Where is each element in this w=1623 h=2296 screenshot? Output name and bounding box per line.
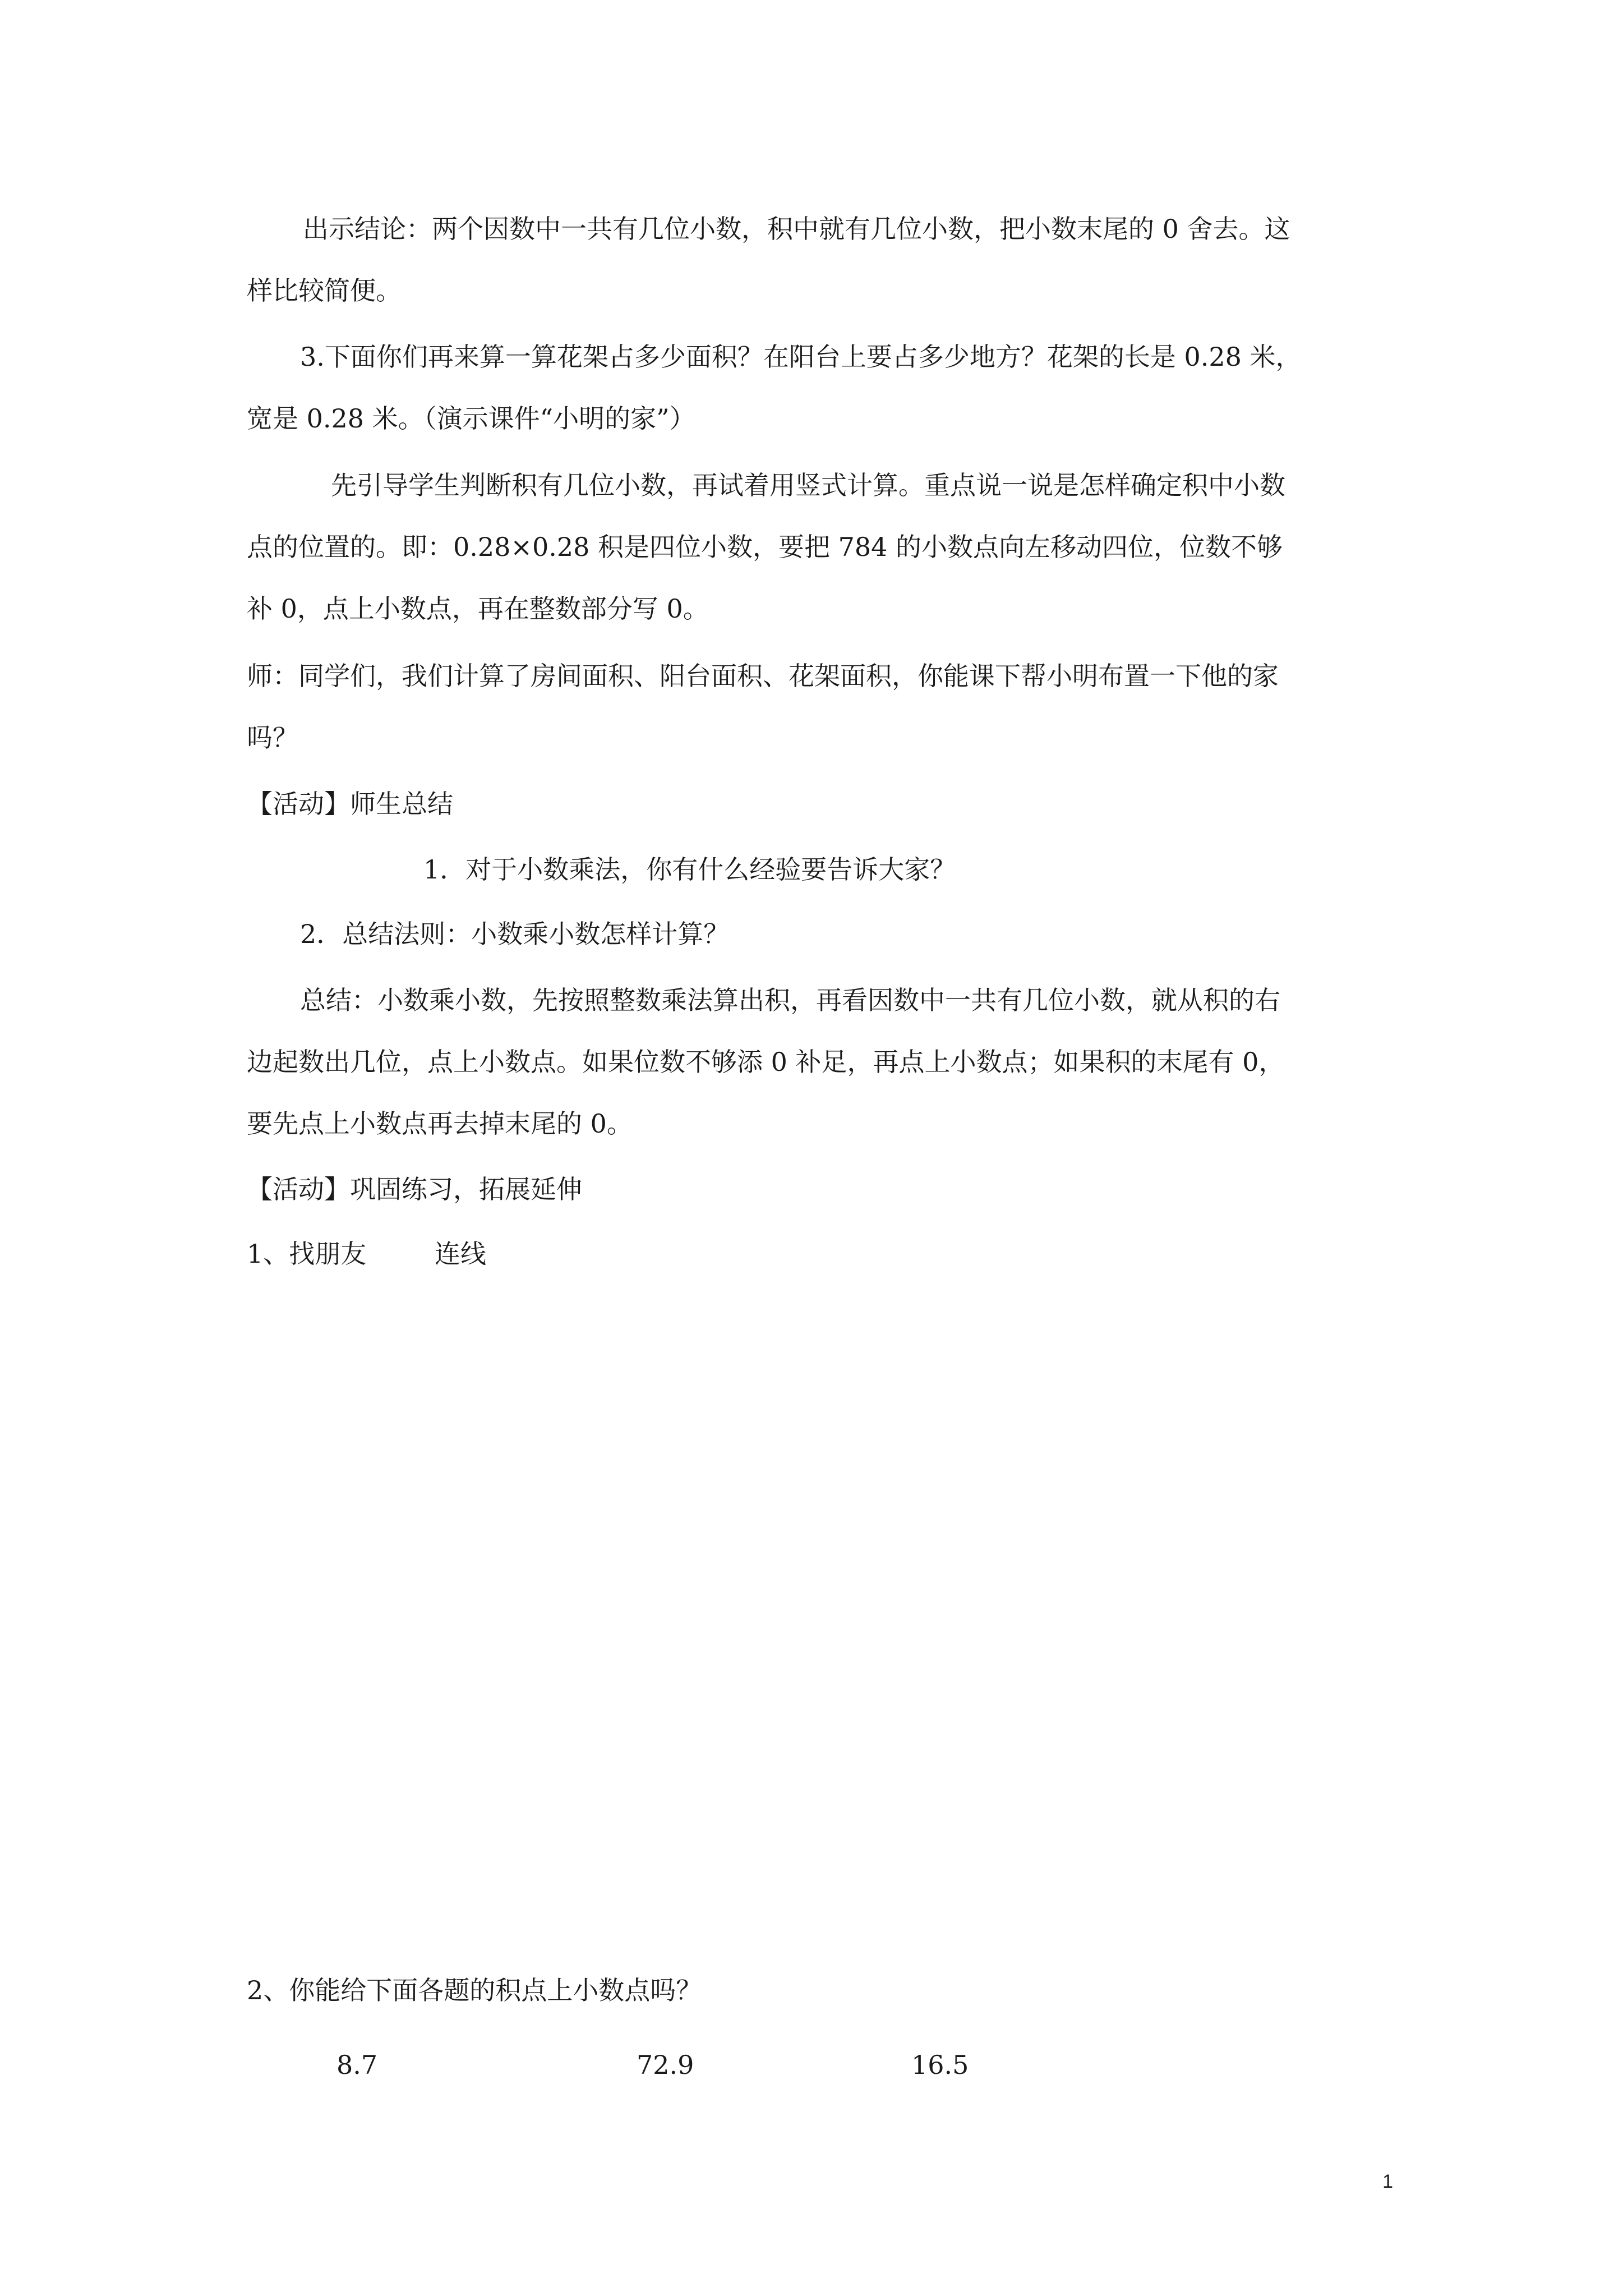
teacher-line-2: 吗？ <box>247 723 298 753</box>
guide-line-3: 补 0，点上小数点，再在整数部分写 0。 <box>247 593 709 624</box>
exercise-1-label: 1、找朋友 <box>247 1239 367 1269</box>
summary-question-2: 2．总结法则：小数乘小数怎样计算？ <box>300 919 730 949</box>
exercise-2-value: 72.9 <box>637 2050 694 2080</box>
guide-line-1: 先引导学生判断积有几位小数，再试着用竖式计算。重点说一说是怎样确定积中小数 <box>331 470 1285 500</box>
exercise-2-value: 8.7 <box>336 2050 378 2080</box>
page-number: 1 <box>1382 2171 1393 2192</box>
summary-line-2: 边起数出几位，点上小数点。如果位数不够添 0 补足，再点上小数点；如果积的末尾有 0， <box>247 1047 1285 1077</box>
conclusion-line-2: 样比较简便。 <box>247 275 402 306</box>
summary-line-1: 总结：小数乘小数，先按照整数乘法算出积，再看因数中一共有几位小数，就从积的右 <box>300 985 1280 1015</box>
item3-line-2: 宽是 0.28 米。（演示课件“小明的家”） <box>247 403 695 434</box>
activity-summary-heading: 【活动】师生总结 <box>247 789 453 819</box>
summary-question-1: 1．对于小数乘法，你有什么经验要告诉大家？ <box>423 854 956 885</box>
summary-line-3: 要先点上小数点再去掉末尾的 0。 <box>247 1108 633 1139</box>
exercise-2-value: 16.5 <box>911 2050 969 2080</box>
teacher-line-1: 师：同学们，我们计算了房间面积、阳台面积、花架面积，你能课下帮小明布置一下他的家 <box>247 661 1279 691</box>
exercise-2-label: 2、你能给下面各题的积点上小数点吗？ <box>247 1975 702 2005</box>
guide-line-2: 点的位置的。即：0.28×0.28 积是四位小数，要把 784 的小数点向左移动四位，位数不够 <box>247 532 1283 562</box>
item3-line-1: 3.下面你们再来算一算花架占多少面积？在阳台上要占多少地方？花架的长是 0.28 米， <box>300 342 1302 372</box>
activity-practice-heading: 【活动】巩固练习，拓展延伸 <box>247 1174 582 1204</box>
exercise-1-task: 连线 <box>435 1239 486 1269</box>
conclusion-line-1: 出示结论：两个因数中一共有几位小数，积中就有几位小数，把小数末尾的 0 舍去。这 <box>303 214 1290 244</box>
